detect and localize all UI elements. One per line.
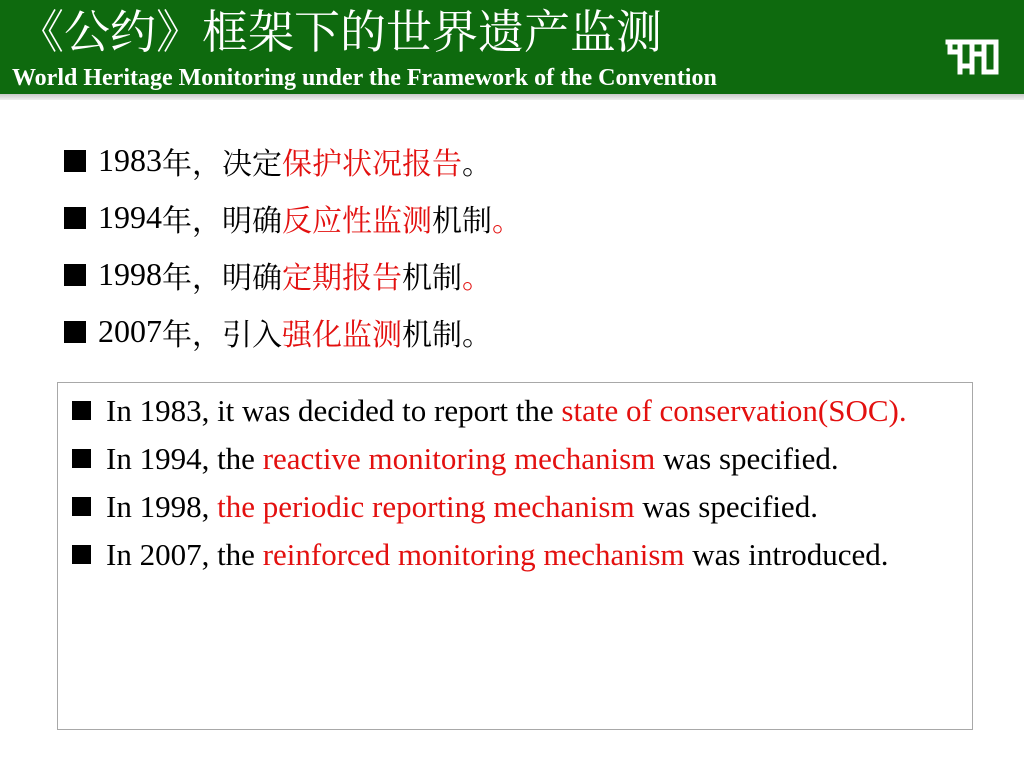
item-punct: 。 [462,260,492,296]
item-text: In 1998, [106,489,218,524]
item-text-after: 机制 [402,260,462,296]
world-heritage-emblem-icon [944,36,1000,76]
list-item [68,391,962,431]
bullet-square-icon [64,264,86,286]
slide-title-english: World Heritage Monitoring under the Framework of the Convention [12,65,717,91]
bullet-square-icon [72,401,91,420]
item-highlight: 强化监测 [282,317,402,353]
item-text-after: was specified. [634,489,818,524]
item-punct: 。 [462,317,492,353]
item-year: 2007 [98,313,162,349]
list-item [64,189,522,246]
item-year: 1983 [98,142,162,178]
bullet-square-icon [72,449,91,468]
item-highlight: 保护状况报告 [282,146,462,182]
item-text: In 2007, the [106,537,263,572]
item-text-after: was introduced. [684,537,889,572]
list-item [68,439,962,479]
list-item [68,487,962,527]
english-bullet-list [68,391,962,583]
item-text-after: was specified. [655,441,839,476]
english-text-box [57,382,973,730]
item-text-after: 机制 [432,203,492,239]
item-punct: 。 [462,146,492,182]
item-text: 年，引入 [162,317,282,353]
item-text-after: 机制 [402,317,462,353]
item-punct: 。 [492,203,522,239]
bullet-square-icon [64,321,86,343]
bullet-square-icon [64,207,86,229]
item-text: 年，决定 [162,146,282,182]
list-item [64,132,522,189]
item-text: 年，明确 [162,203,282,239]
item-highlight: reactive monitoring mechanism [262,441,656,476]
item-highlight: 反应性监测 [282,203,432,239]
item-text: 年，明确 [162,260,282,296]
list-item [64,303,522,360]
slide-title-chinese: 《公约》框架下的世界遗产监测 [18,5,662,59]
bullet-square-icon [72,497,91,516]
list-item [64,246,522,303]
item-highlight: reinforced monitoring mechanism [262,537,685,572]
item-text: In 1994, the [106,441,263,476]
item-year: 1998 [98,256,162,292]
bullet-square-icon [64,150,86,172]
header-divider [0,94,1024,100]
item-highlight: state of conservation(SOC). [561,393,907,428]
bullet-square-icon [72,545,91,564]
item-highlight: 定期报告 [282,260,402,296]
slide-header [0,0,1024,94]
item-highlight: the periodic reporting mechanism [217,489,635,524]
item-text: In 1983, it was decided to report the [106,393,562,428]
chinese-bullet-list [64,132,522,360]
item-year: 1994 [98,199,162,235]
list-item [68,535,962,575]
